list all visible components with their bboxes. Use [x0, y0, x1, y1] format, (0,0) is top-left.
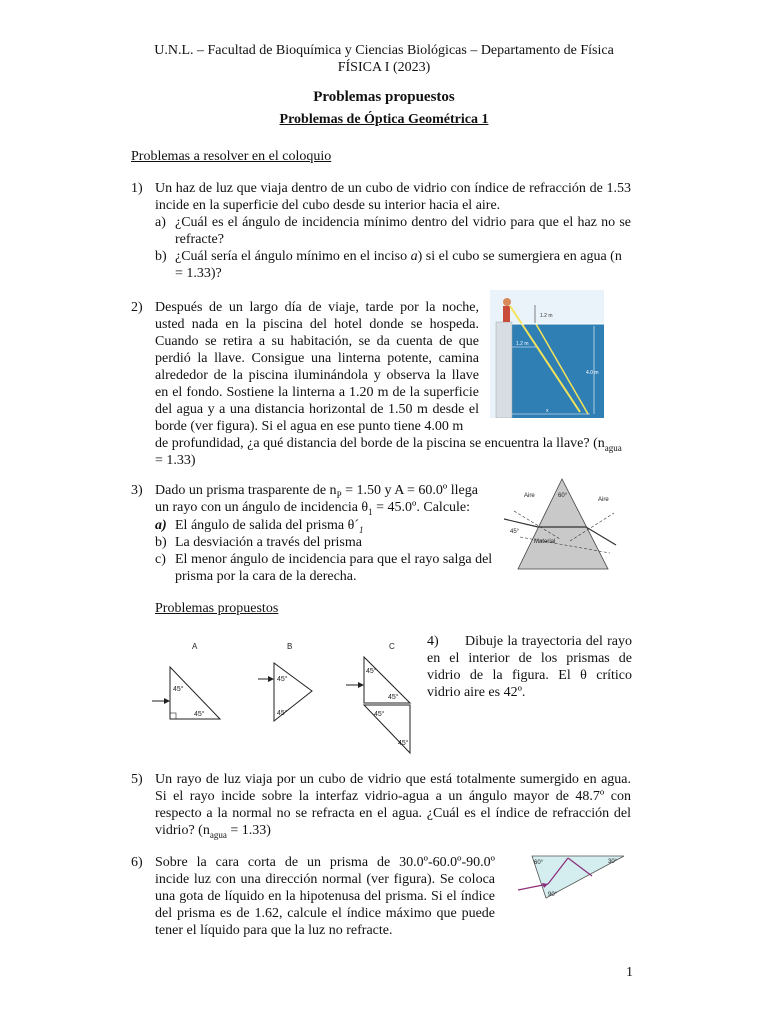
fig6-label-90: 90°: [548, 892, 558, 898]
problem-6-last-line: tener el líquido para que la luz no refracte.: [155, 923, 393, 938]
fig4-angle-label: 45°: [173, 686, 184, 693]
problem-1-number: 1): [131, 181, 143, 196]
problem-3-line-2: un rayo con un ángulo de incidencia $\theta_1$ = 45.0º. Calcule:: [155, 500, 471, 517]
problem-3-number: 3): [131, 483, 143, 498]
problem-4-line: Dibuje la trayectoria del rayo: [465, 634, 632, 649]
section-heading-coloquio: Problemas a resolver en el coloquio: [131, 149, 332, 164]
person-icon: [503, 298, 511, 306]
problem-4-line: en el interior de los prismas de: [427, 651, 632, 666]
pool-figure: [490, 290, 604, 418]
problem-2-line: Cuando se retira a su habitación, se da cuenta de que: [155, 334, 479, 349]
problem-5-number: 5): [131, 772, 143, 787]
problem-3c-label: c): [155, 552, 166, 567]
fig4-angle-label: 45°: [194, 711, 205, 718]
page-subtitle: Problemas de Óptica Geométrica 1: [279, 112, 489, 127]
problem-3c-line-1: El menor ángulo de incidencia para que el rayo salga del: [175, 552, 493, 567]
fig2-label-width: 1.2 m: [516, 341, 529, 347]
problem-4-line: vidrio aire es 42º.: [427, 685, 526, 700]
problem-3b-text: La desviación a través del prisma: [175, 535, 362, 550]
problem-3a-text: El ángulo de salida del prisma $\theta´_1$: [175, 518, 364, 535]
problem-2-line: Después de un largo día de viaje, tarde por la noche,: [155, 300, 479, 315]
problem-1a-line: refracte?: [175, 232, 224, 247]
fig4-label-B: B: [287, 642, 293, 651]
problem-2-line: en el fondo. Sostiene la linterna a 1.20 m de la superficie: [155, 385, 479, 400]
problem-5-line: respecto a la normal no se refracta en el agua. ¿Cuál es el índice de refracción del: [155, 806, 631, 821]
problem-4-text: [427, 633, 632, 650]
fig6-label-60: 60°: [534, 860, 544, 866]
prisms-abc-figure: [152, 635, 424, 761]
problem-6-text: [155, 854, 495, 922]
problem-1a-label: a): [155, 215, 166, 230]
incident-ray: [504, 519, 538, 527]
fig4-angle-label: 45°: [366, 668, 377, 675]
problem-6-line: incide luz con una dirección normal (ver figura). Se coloca: [155, 872, 495, 887]
fig3-label-aire-right: Aire: [598, 497, 609, 503]
problem-2-line: usted nada en la piscina del hotel donde se hospeda.: [155, 317, 479, 332]
fig4-angle-label: 45°: [277, 710, 288, 717]
problem-2-line: borde (ver figura). Si el agua en ese punto tiene 4.00 m: [155, 419, 464, 434]
fig2-label-height: 1.2 m: [540, 313, 553, 319]
fig4-label-A: A: [192, 642, 198, 651]
problem-3b-label: b): [155, 535, 167, 550]
prism-figure: [500, 475, 620, 573]
fig2-label-bottom: x: [546, 408, 549, 414]
problem-6-line: Sobre la cara corta de un prisma de 30.0º-60.0º-90.0º: [155, 855, 495, 870]
fig6-label-30: 30°: [608, 859, 618, 865]
prism-C-top: [364, 657, 410, 703]
header-line-1: U.N.L. – Facultad de Bioquímica y Ciencias Biológicas – Departamento de Física: [154, 43, 614, 58]
problem-1-text: [155, 180, 631, 214]
problem-3c-line-2: prisma por la cara de la derecha.: [175, 569, 357, 584]
problem-5-line: Si el rayo incide sobre la interfaz vidrio-agua a un ángulo mayor de 48.7º con: [155, 789, 631, 804]
problem-2-number: 2): [131, 300, 143, 315]
problem-6-line: del prisma es de 1.62, calcule el índice máximo que puede: [155, 906, 495, 921]
problem-6-line: una gota de líquido en la hipotenusa del prisma. Si el índice: [155, 889, 495, 904]
problem-1b-line-1: ¿Cuál sería el ángulo mínimo en el inciso a) si el cubo se sumergiera en agua (n: [175, 249, 622, 264]
problem-4-text-rest: [427, 650, 632, 701]
problem-1-line: incide en la superficie del cubo desde su interior hacia el aire.: [155, 198, 501, 213]
section-heading-propuestos: Problemas propuestos: [155, 601, 279, 616]
problem-1-line: Un haz de luz que viaja dentro de un cubo de vidrio con índice de refracción de 1.53: [155, 181, 631, 196]
problem-2-line: alrededor de la piscina iluminándola y observa la llave: [155, 368, 479, 383]
problem-4-line: vidrio de la figura. El θ crítico: [427, 668, 632, 683]
fig2-label-depth: 4.0 m: [586, 370, 599, 376]
prism-30-60-90-figure: [518, 852, 630, 902]
problem-6-number: 6): [131, 855, 143, 870]
problem-1b-line-2: = 1.33)?: [175, 266, 222, 281]
problem-1b-label: b): [155, 249, 167, 264]
fig4-angle-label: 45°: [277, 676, 288, 683]
problem-2-wide-line: de profundidad, ¿a qué distancia del borde de la piscina se encuentra la llave? ($n_{agua}$: [155, 436, 622, 453]
problem-3-line-1: Dado un prisma trasparente de $n_P = 1.50$ y A = 60.0º llega: [155, 483, 478, 500]
header-line-2: FÍSICA I (2023): [337, 60, 431, 75]
problem-2-text: [155, 299, 479, 435]
fig3-label-incidence: 45°: [510, 529, 520, 535]
problem-3a-label: a): [155, 518, 167, 533]
problem-1a-text: [175, 214, 631, 248]
problem-2-line: perdió la llave. Consigue una linterna potente, camina: [155, 351, 479, 366]
page-number: 1: [626, 965, 633, 980]
fig3-label-aire-left: Aire: [524, 493, 535, 499]
problem-5-text: [155, 771, 631, 822]
fig3-label-material: Material: [534, 539, 556, 545]
problem-2-last-line: = 1.33): [155, 453, 196, 468]
problem-4-number: 4): [427, 634, 439, 649]
problem-5-line: Un rayo de luz viaja por un cubo de vidrio que está totalmente sumergido en agua.: [155, 772, 631, 787]
fig3-label-angle: 60°: [558, 493, 568, 499]
problem-2-line: del agua y a una distancia horizontal de 1.50 m desde el: [155, 402, 479, 417]
fig4-angle-label: 45°: [388, 694, 399, 701]
problem-1a-line: ¿Cuál es el ángulo de incidencia mínimo dentro del vidrio para que el haz no se: [175, 215, 631, 230]
fig4-angle-label: 45°: [374, 711, 385, 718]
pool-wall: [496, 322, 512, 418]
fig4-label-C: C: [389, 642, 395, 651]
problem-5-last-line: vidrio? $(n_{agua} = 1.33)$: [155, 823, 271, 840]
fig4-angle-label: 45°: [398, 740, 409, 747]
page-title: Problemas propuestos: [313, 89, 455, 105]
